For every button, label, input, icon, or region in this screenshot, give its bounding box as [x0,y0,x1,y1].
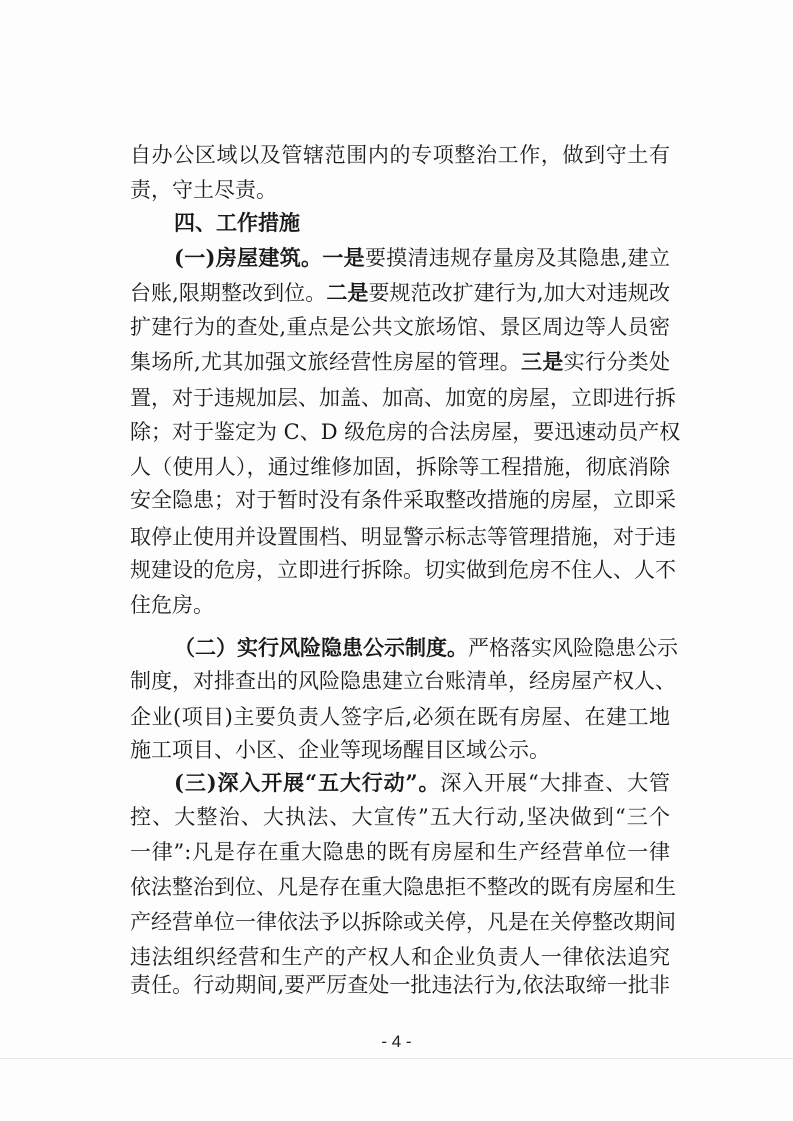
text-segment: 除；对于鉴定为 C、D 级危房的合法房屋，要迅速动员产权 [130,420,681,444]
text-line [130,383,676,413]
text-line [174,768,670,798]
text-segment: 置，对于违规加层、加盖、加高、加宽的房屋，立即进行拆 [130,386,676,410]
text-line [130,312,670,342]
text-line [130,702,670,732]
bold-phrase: (一)房屋建筑。 [174,245,323,270]
text-segment: 实行分类处 [563,350,671,374]
text-line [130,590,670,620]
text-segment: 严格落实风险隐患公示 [468,636,678,660]
text-segment: 一律”:凡是存在重大隐患的既有房屋和生产经营单位一律 [130,840,670,864]
text-line [174,633,678,663]
text-line [130,907,676,937]
bold-phrase: 三是 [521,349,564,374]
text-segment: 集场所,尤其加强文旅经营性房屋的管理。 [130,350,521,374]
text-segment: 违法组织经营和生产的产权人和企业负责人一律依法追究 [130,945,670,969]
text-segment: 控、大整治、大执法、大宣传”五大行动,坚决做到“三个 [130,805,670,829]
text-line [130,452,670,482]
page-edge-divider [0,1058,793,1059]
text-segment: 制度，对排查出的风险隐患建立台账清单，经房屋产权人、 [130,669,676,693]
text-segment: 依法整治到位、凡是存在重大隐患拒不整改的既有房屋和生 [130,875,676,899]
text-segment: 取停止使用并设置围档、明显警示标志等管理措施，对于违 [130,525,676,549]
bold-phrase: (三)深入开展“五大行动”。 [174,770,441,795]
text-segment: 要摸清违规存量房及其隐患,建立 [364,246,670,270]
text-line [130,347,670,377]
text-line [130,942,670,972]
text-line [130,522,676,552]
text-line [130,802,670,832]
text-segment: 住危房。 [130,593,214,617]
text-segment: 人（使用人），通过维修加固，拆除等工程措施，彻底消除 [130,455,670,479]
text-segment: 责，守土尽责。 [130,178,277,202]
text-segment: 扩建行为的查处,重点是公共文旅场馆、景区周边等人员密 [130,315,670,339]
text-segment: 要规范改扩建行为,加大对违规改 [368,281,670,305]
text-segment: 产经营单位一律依法予以拆除或关停，凡是在关停整改期间 [130,910,676,934]
page-number: - 4 - [381,1032,412,1051]
text-segment: 台账,限期整改到位。 [130,281,327,305]
text-segment: 规建设的危房，立即进行拆除。切实做到危房不住人、人不 [130,558,676,582]
text-line [130,666,676,696]
text-segment: 责任。行动期间,要严厉查处一批违法行为,依法取缔一批非 [130,973,670,997]
text-line [174,243,670,273]
text-segment: 企业(项目)主要负责人签字后,必须在既有房屋、在建工地 [130,705,670,729]
text-line [130,278,670,308]
text-segment: 自办公区域以及管辖范围内的专项整治工作，做到守土有 [130,143,670,167]
text-line [130,735,670,765]
text-segment: 深入开展“大排查、大管 [440,771,670,795]
text-line [130,970,670,1000]
text-line [130,555,676,585]
text-segment: 安全隐患；对于暂时没有条件采取整改措施的房屋，立即采 [130,488,676,512]
text-line [130,175,670,205]
text-line [130,140,670,170]
text-segment: 施工项目、小区、企业等现场醒目区域公示。 [130,738,550,762]
bold-phrase: 二是 [326,280,369,305]
text-line [130,485,676,515]
text-segment: 四、工作措施 [174,210,300,235]
text-line [130,872,676,902]
bold-phrase: （二）实行风险隐患公示制度。 [174,635,468,660]
text-line [130,417,681,447]
text-line [130,837,670,867]
section-heading [174,208,670,238]
bold-phrase: 一是 [322,245,365,270]
